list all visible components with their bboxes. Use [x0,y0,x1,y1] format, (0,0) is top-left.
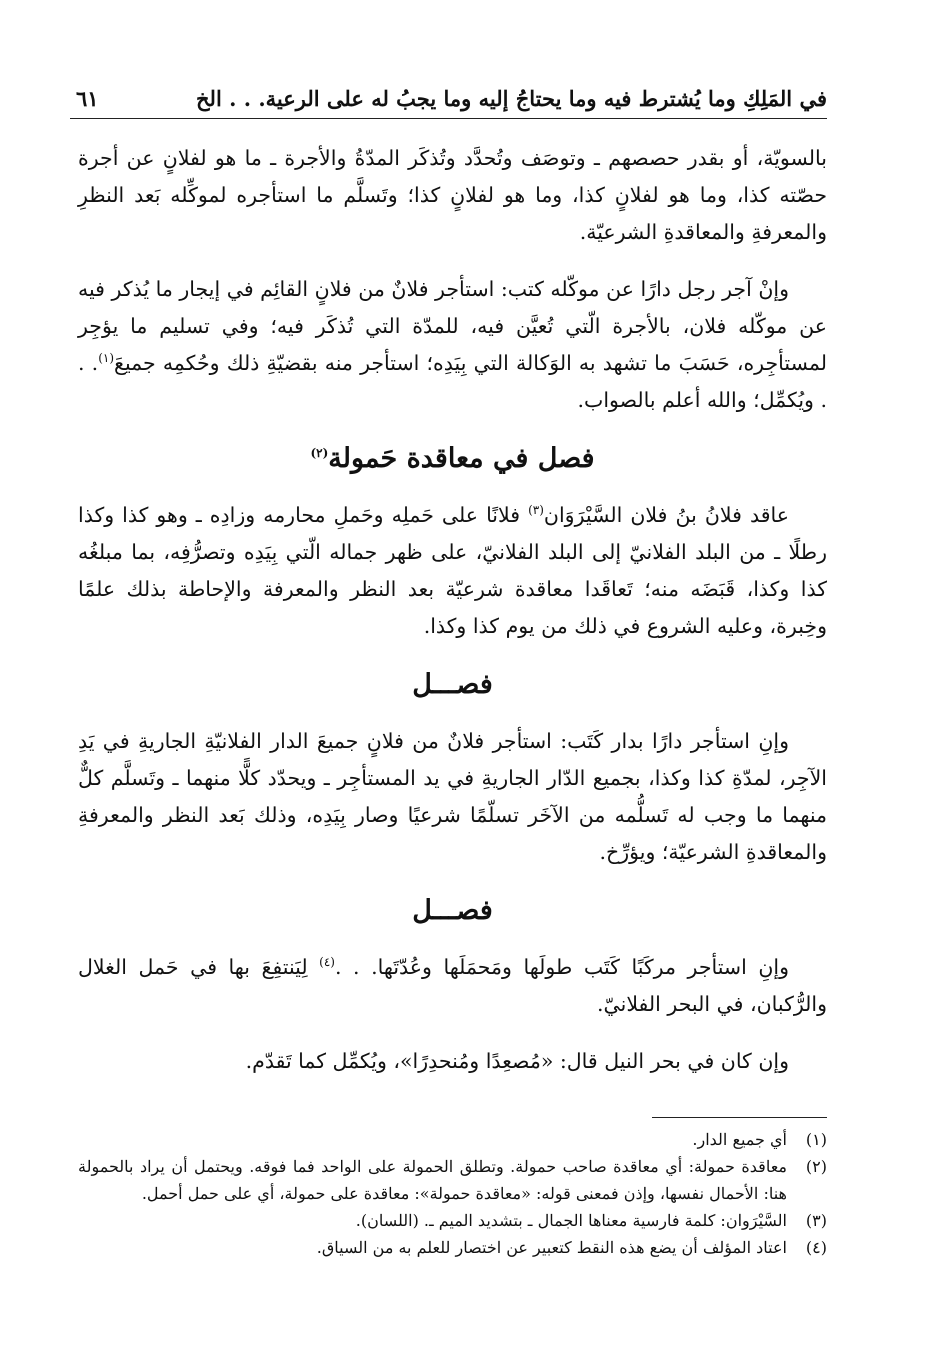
paragraph-text-continued: فلانًا على حَملِه وحَملِ محارمه وزادِه ـ وهو كذا وكذا رطلًا ـ من البلد الفلانيّ إلى البلد الفلانيّ، على ظهر جماله الّتي بِيَدِه وتصرُّفِه، بما مبلغُه كذا وكذا، قَبَضَه منه؛ تَعاقَدا معاقدة شرعيّة بعد النظر والمعرفة والإحاطة بذلك علمًا وخِبرة، وعليه الشروع في ذلك من يوم كذا وكذا. [78,503,827,638]
section-heading-camel-contract [78,439,827,479]
footnote-4 [78,1234,827,1261]
footnote-text: أي جميع الدار. [692,1130,787,1149]
paragraph-text: وإنْ آجر رجل دارًا عن موكّله كتب: استأجر فلانٌ من فلانٍ القائِم في إيجار ما يُذكر فيه عن موكّله فلان، بالأجرة الّتي تُعيَّن فيه، للمدّة التي تُذكَر فيه؛ وفي تسليم ما يؤجِر لمستأجِره، حَسَبَ ما تشهد به الوَكالة التي بِيَدِه؛ استأجر منه بقضيّةِ ذلك وحُكمِه جميعَ [78,277,827,375]
footnote-text: معاقدة حمولة: أي معاقدة صاحب حمولة. وتطلق الحمولة على الواحد فما فوقه. ويحتمل أن يراد بالحمولة هنا: الأحمال نفسها، وإذن فمعنى قوله: «معاقدة حمولة»: معاقدة على حمولة، أي على حمل أحمل. [78,1157,787,1203]
paragraph-text: وإن كان في بحر النيل قال: «مُصعِدًا ومُنحدِرًا»، ويُكمِّل كما تَقدّم. [245,1049,789,1073]
footnote-ref: (٢) [310,446,329,460]
footnote-number: (٣) [805,1211,827,1230]
paragraph-4 [78,723,827,871]
footnote-3 [78,1207,827,1234]
section-heading-fasl-1 [78,665,827,705]
heading-text: فصل في معاقدة حَمولة [328,443,595,474]
page-number: ٦١ [76,86,99,111]
running-header [70,78,827,119]
paragraph-1 [78,140,827,251]
paragraph-text-continued: . . . ويُكمِّل؛ والله أعلم بالصواب. [78,351,827,412]
footnote-1 [78,1126,827,1153]
footnote-ref: (٣) [528,503,544,518]
footnote-text: اعتاد المؤلف أن يضع هذه النقط كتعبير عن اختصار للعلم به من السياق. [316,1238,787,1257]
paragraph-6 [78,1043,827,1080]
footnote-text: السَّيْرَوان: كلمة فارسية معناها الجمال ـ بتشديد الميم ـ. (اللسان). [355,1211,787,1230]
paragraph-3 [78,497,827,645]
footnote-divider [652,1117,827,1118]
footnote-number: (٤) [805,1238,827,1257]
section-heading-fasl-2 [78,891,827,931]
paragraph-text: عاقد فلانُ بنُ فلان السَّيْرَوَان [543,503,789,527]
heading-text: فصـــل [412,669,493,700]
footnote-ref: (٤) [319,955,335,970]
footnote-ref: (١) [98,351,115,366]
paragraph-text: وإنِ استأجر دارًا بدار كَتَب: استأجر فلانٌ من فلانٍ جميعَ الدار الفلانيّةِ الجاريةِ في يَدِ الآجِر، لمدّةِ كذا وكذا، بجميع الدّار الجاريةِ في يد المستأجِر ـ ويحدّد كلًّا منهما ـ وتَسلَّم كلٌّ منهما ما وجب له تَسلُّمه من الآخَر تسلّمًا شرعيًا وصار بِيَدِه، وذلك بَعد النظر والمعرفةِ والمعاقدةِ الشرعيّة؛ ويؤرِّخ. [78,729,827,864]
footnote-number: (٢) [805,1157,827,1176]
footnotes [78,1117,827,1261]
paragraph-5 [78,949,827,1023]
header-title: في المَلِكِ وما يُشترط فيه وما يحتاجُ إليه وما يجبُ له على الرعية. . . الخ [195,86,827,111]
heading-text: فصـــل [412,895,493,926]
paragraph-text: بالسويّة، أو بقدر حصصهم ـ وتوصَف وتُحدَّد وتُذكَر المدّةُ والأجرة ـ ما هو لفلانٍ عن أجرة حصّته كذا، وما هو لفلانٍ كذا، وما هو لفلانٍ كذا؛ وتَسلَّم ما استأجره لموكِّله بَعد النظرِ والمعرفةِ والمعاقدةِ الشرعيّة. [78,146,827,244]
paragraph-text-continued: لِيَنتفِعَ بها في حَمل الغلال والرُّكبان، في البحر الفلانيّ. [78,955,827,1016]
paragraph-2 [78,271,827,419]
body-text [78,140,827,1100]
footnote-2 [78,1153,827,1207]
paragraph-text: وإنِ استأجر مركَبًا كَتَب طولَها ومَحمَلَها وعُدّتَها. . . [334,955,790,979]
footnote-number: (١) [805,1130,827,1149]
